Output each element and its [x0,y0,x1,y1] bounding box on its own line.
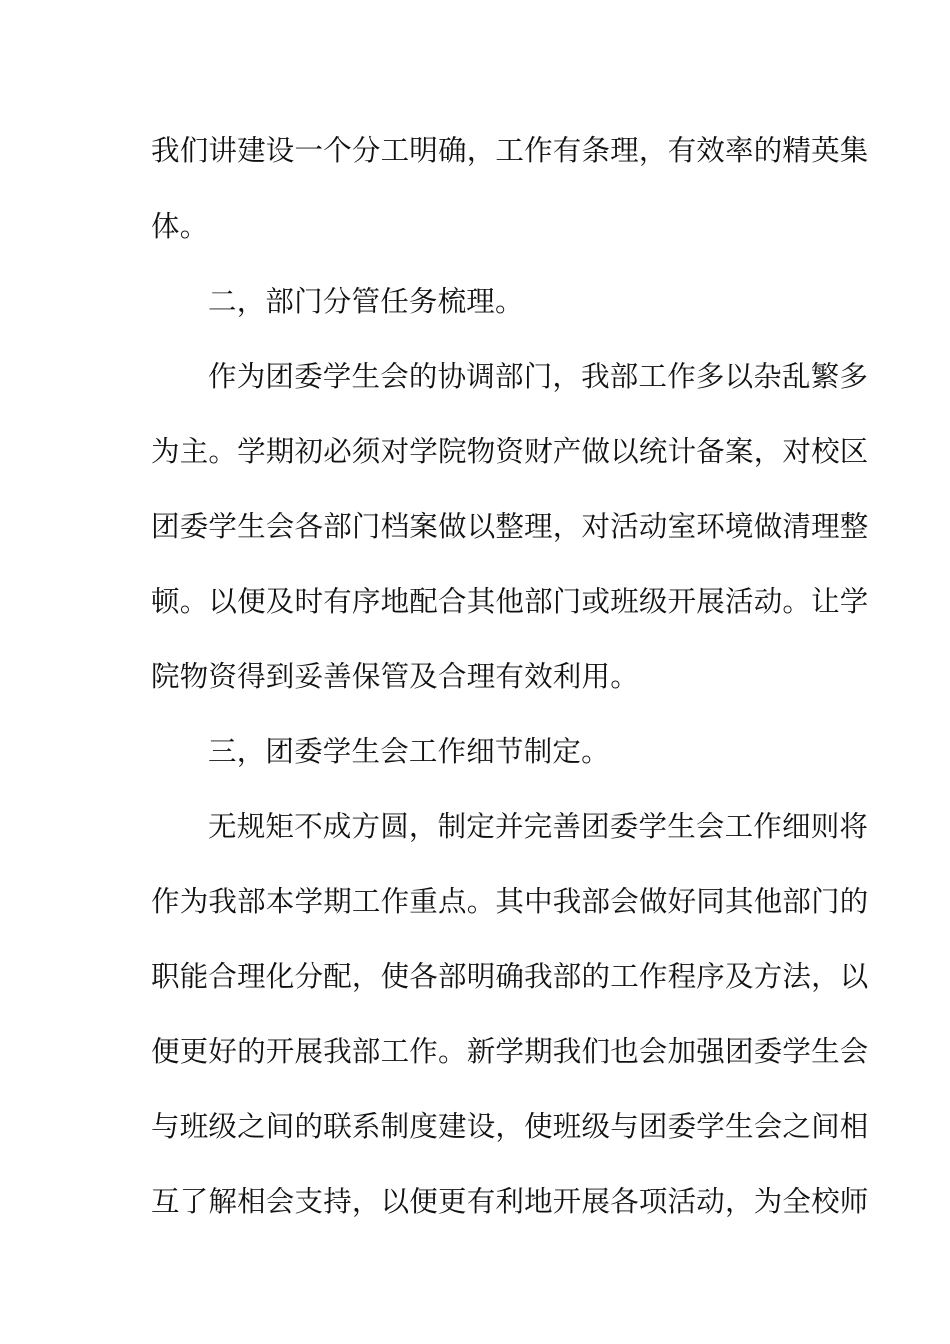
text-line: 便更好的开展我部工作。新学期我们也会加强团委学生会 [151,1035,869,1068]
text-line: 顿。以便及时有序地配合其他部门或班级开展活动。让学 [151,585,869,618]
text-line: 我们讲建设一个分工明确，工作有条理，有效率的精英集 [151,134,869,167]
text-line: 无规矩不成方圆，制定并完善团委学生会工作细则将 [208,810,869,843]
text-line: 与班级之间的联系制度建设，使班级与团委学生会之间相 [151,1110,869,1143]
text-line: 作为我部本学期工作重点。其中我部会做好同其他部门的 [151,885,869,918]
text-line: 作为团委学生会的协调部门，我部工作多以杂乱繁多 [208,360,869,393]
text-line: 职能合理化分配，使各部明确我部的工作程序及方法，以 [151,960,869,993]
text-line: 院物资得到妥善保管及合理有效利用。 [151,660,639,693]
section-heading: 三，团委学生会工作细节制定。 [208,735,610,768]
section-heading: 二，部门分管任务梳理。 [208,285,524,318]
text-line: 互了解相会支持，以便更有利地开展各项活动，为全校师 [151,1185,869,1218]
text-line: 为主。学期初必须对学院物资财产做以统计备案，对校区 [151,435,869,468]
text-line: 体。 [151,210,209,243]
text-line: 团委学生会各部门档案做以整理，对活动室环境做清理整 [151,510,869,543]
